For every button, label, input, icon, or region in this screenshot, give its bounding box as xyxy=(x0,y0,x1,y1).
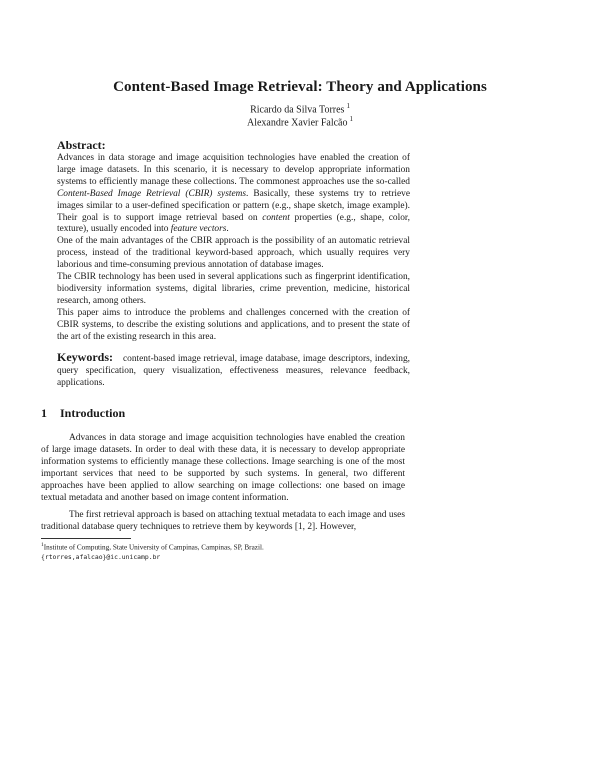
abstract-paragraph-4: This paper aims to introduce the problems and challenges concerned with the creation of CBIR systems, to describe the existing solutions and applications, and to present the state of the art of the existing research in this area. xyxy=(57,307,410,342)
paper-title: Content-Based Image Retrieval: Theory and Applications xyxy=(113,79,487,95)
intro-paragraph-2: The first retrieval approach is based on attaching textual metadata to each image and uses traditional database query techniques to retrieve them by keywords [1, 2]. However, xyxy=(41,510,405,532)
abstract-paragraph-2: One of the main advantages of the CBIR approach is the possibility of an automatic retrieval process, instead of the traditional keyword-based approach, which usually requires very laborious and time-consuming previous annotation of database images. xyxy=(57,236,410,271)
section-number: 1 xyxy=(41,406,47,420)
abstract-body xyxy=(57,153,410,344)
footnote-email[interactable]: {rtorres,afalcao}@ic.unicamp.br xyxy=(41,552,161,561)
footnote xyxy=(41,541,405,562)
intro-paragraph-1-block xyxy=(41,433,405,504)
author-1 xyxy=(0,102,600,115)
footnote-rule xyxy=(41,538,131,539)
abstract-paragraph-3: The CBIR technology has been used in several applications such as fingerprint identification, biodiversity information systems, digital libraries, crime prevention, medicine, historical research, among others. xyxy=(57,272,410,306)
footnote-affiliation: Institute of Computing, State University of Campinas, Campinas, SP, Brazil. xyxy=(43,543,264,552)
author-name: Ricardo da Silva Torres xyxy=(250,104,345,116)
keywords xyxy=(57,352,410,390)
abstract-heading: Abstract: xyxy=(57,138,106,152)
keywords-text: content-based image retrieval, image database, image descriptors, indexing, query specification, query visualization, effectiveness measures, relevance feedback, applications. xyxy=(57,354,410,388)
footnote-mark: 1 xyxy=(346,102,350,110)
footnote-mark: 1 xyxy=(349,115,353,123)
abstract-paragraph-1: Advances in data storage and image acquisition technologies have enabled the creation of large image datasets. In this scenario, it is necessary to develop appropriate information systems to efficiently manage these collections. The commonest approaches use the so-called Content-Based Image Retrieval (CBIR) systems. Basically, these systems try to retrieve images similar to a user-defined specification or pattern (e.g., shape sketch, image example). Their goal is to support image retrieval based on content properties (e.g., shape, color, texture), usually encoded into feature vectors. xyxy=(57,153,410,235)
section-heading xyxy=(41,406,125,421)
intro-paragraph-2-block xyxy=(41,510,405,534)
author-name: Alexandre Xavier Falcão xyxy=(246,117,348,129)
intro-paragraph-1: Advances in data storage and image acquisition technologies have enabled the creation of large image datasets. In order to deal with these data, it is necessary to develop appropriate information systems to efficiently manage these collections. Image searching is one of the most important services that need to be supported by such systems. In general, two different approaches have been applied to allow searching on image collections: one based on image textual metadata and another based on image content information. xyxy=(41,433,405,503)
footnote-mark: 1 xyxy=(41,542,44,548)
section-title: Introduction xyxy=(60,406,126,420)
keywords-label: Keywords: xyxy=(57,350,113,364)
author-2 xyxy=(0,115,600,128)
